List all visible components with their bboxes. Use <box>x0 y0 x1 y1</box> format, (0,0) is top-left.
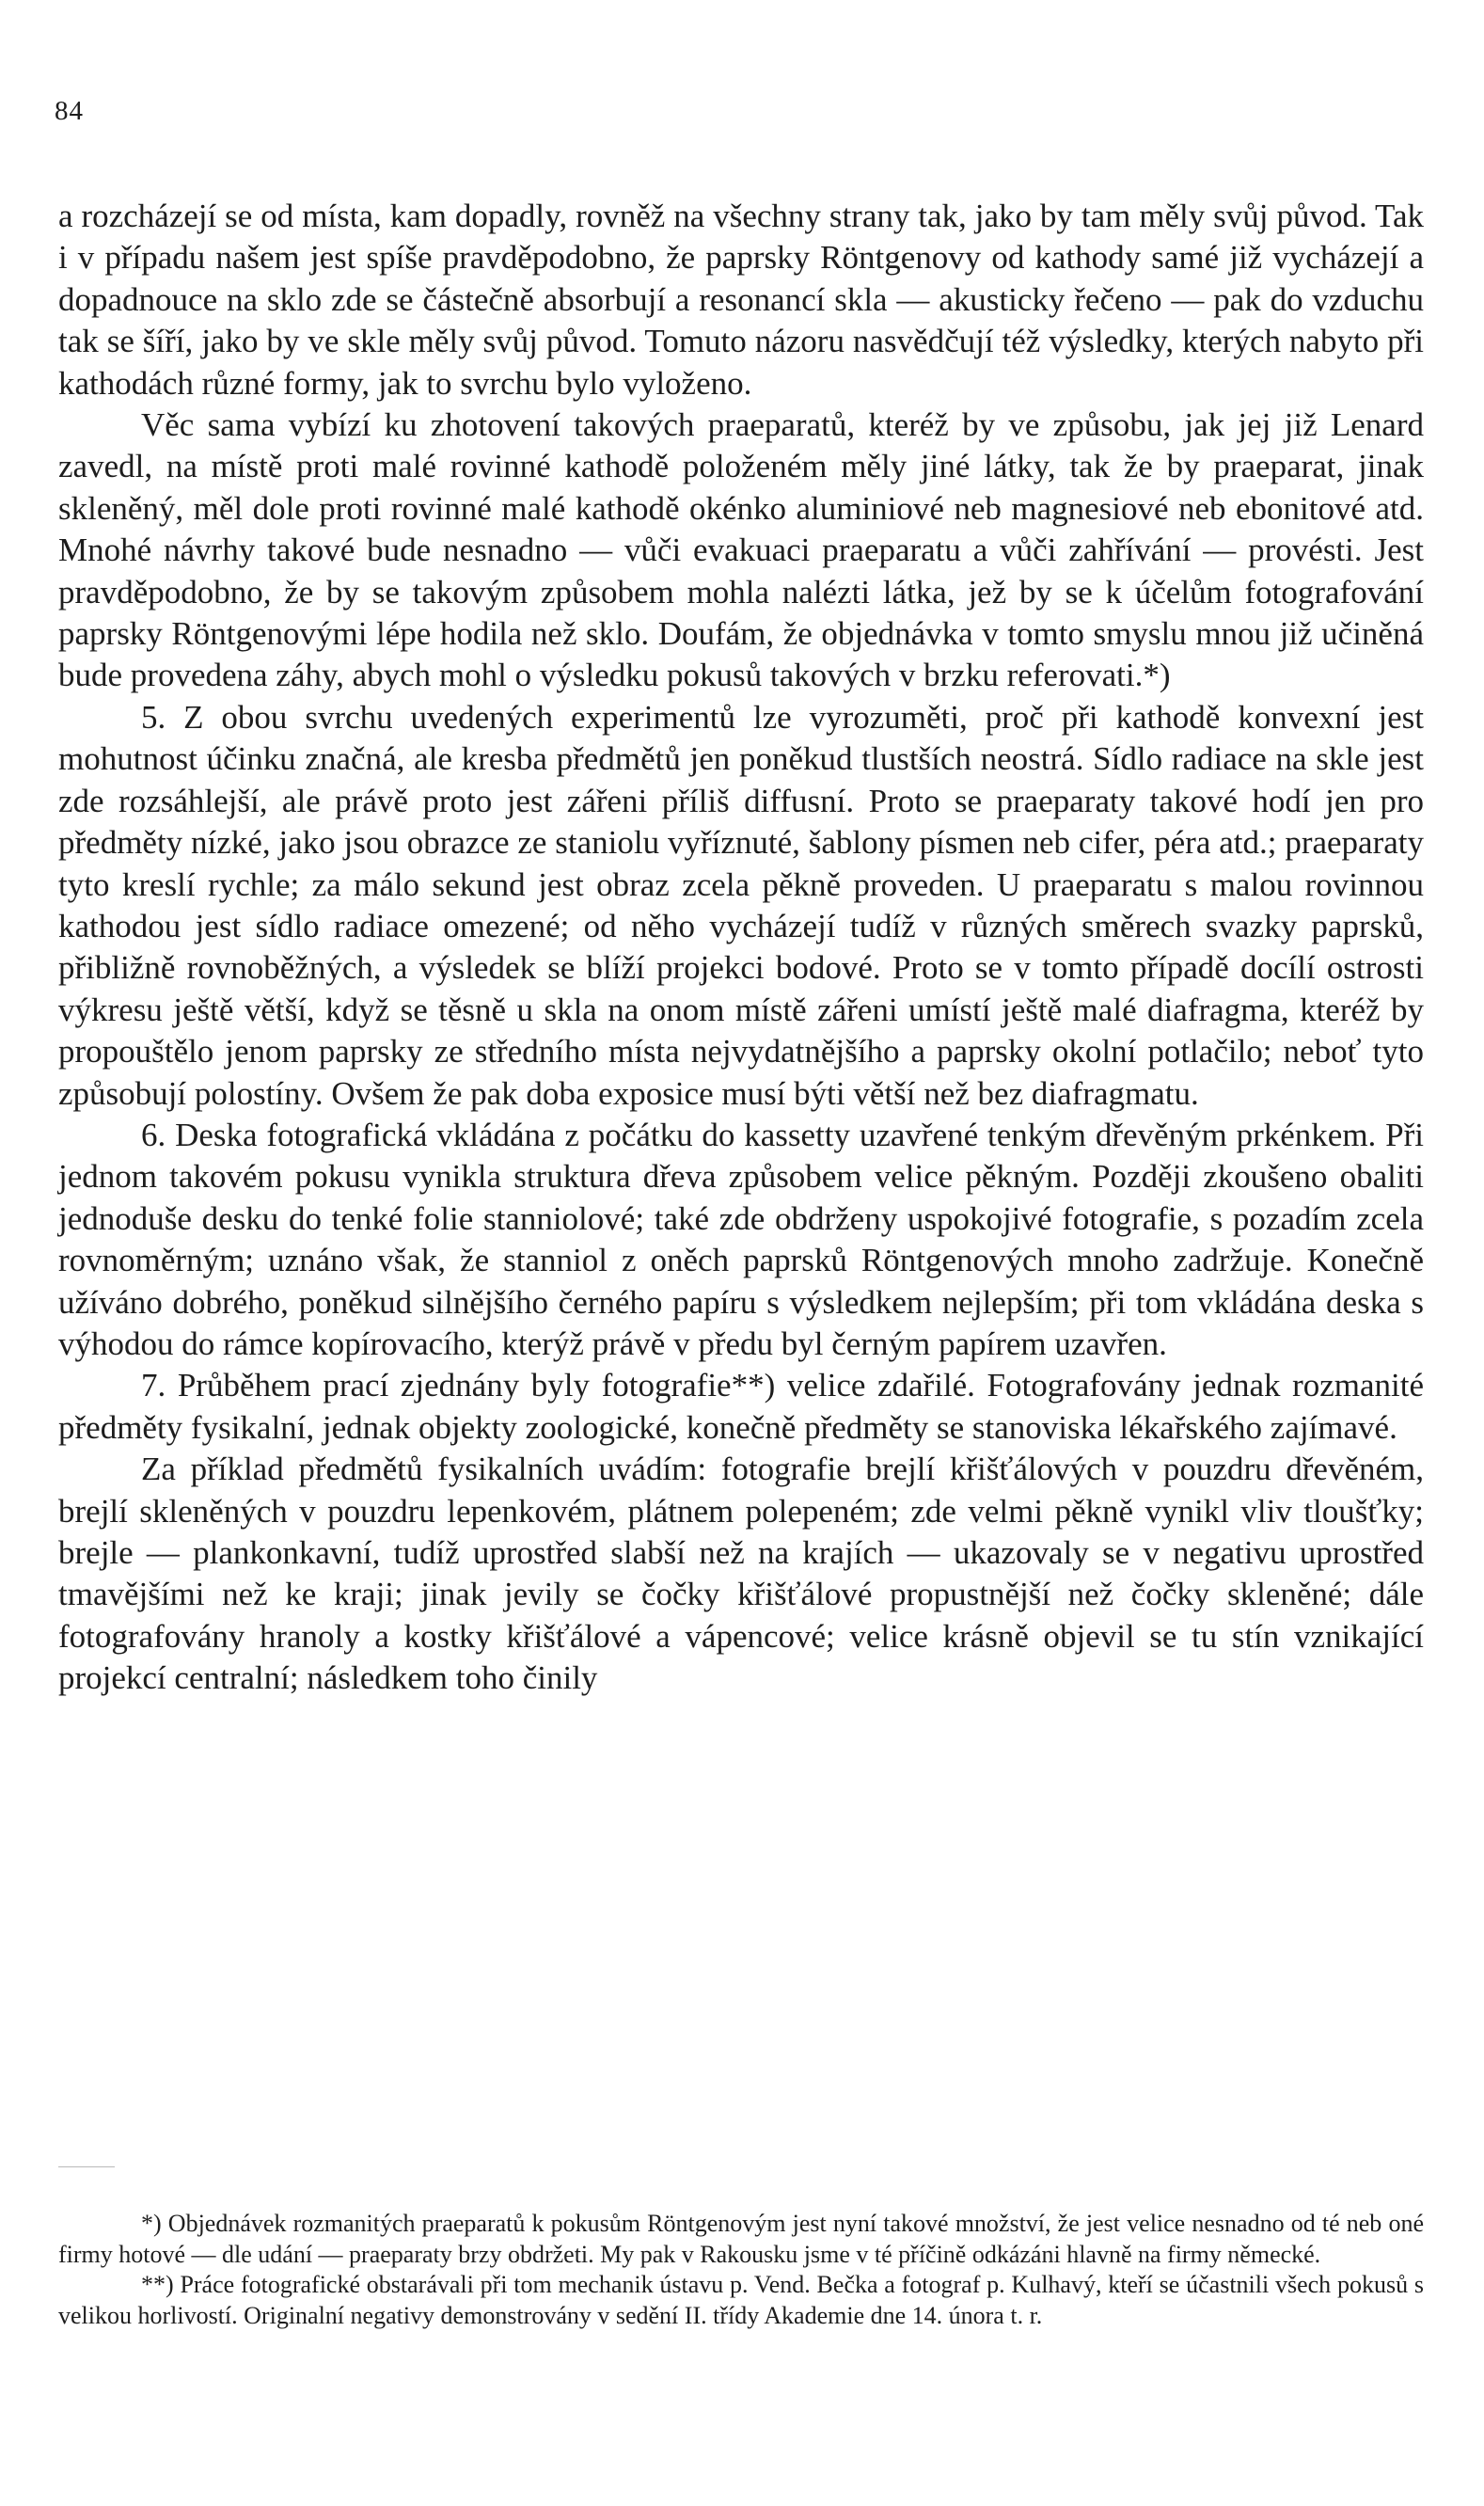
footnote-2: **) Práce fotografické obstarávali při tom mechanik ústavu p. Vend. Bečka a fotograf p. Kulhavý, kteří se účastnili všech pokusů s velikou horlivostí. Originalní negativy demonstrovány v sedění II. třídy Akademie dne 14. února t. r. <box>58 2271 1424 2330</box>
paragraph-section-7: 7. Průběhem prací zjednány byly fotografie**) velice zdařilé. Fotografovány jednak rozmanité předměty fysikalní, jednak objekty zoologické, konečně předměty se stanoviska lékařského zajímavé. <box>58 1367 1424 1446</box>
footnote-separator <box>58 2166 115 2167</box>
body-text <box>58 196 1424 1700</box>
paragraph-continuation: a rozcházejí se od místa, kam dopadly, rovněž na všechny strany tak, jako by tam měly svůj původ. Tak i v případu našem jest spíše pravděpodobno, že paprsky Röntgenovy od kathody samé již vycházejí a dopadnouce na sklo zde se částečně absorbují a resonancí skla — akusticky řečeno — pak do vzduchu tak se šíří, jako by ve skle měly svůj původ. Tomuto názoru nasvědčují též výsledky, kterých nabyto při kathodách různé formy, jak to svrchu bylo vyloženo. <box>58 198 1424 402</box>
paragraph-lenard-praeparaty: Věc sama vybízí ku zhotovení takových praeparatů, kteréž by ve způsobu, jak jej již Lenard zavedl, na místě proti malé rovinné kathodě položeném měly jiné látky, tak že by praeparat, jinak skleněný, měl dole proti rovinné malé kathodě okénko aluminiové neb magnesiové neb ebonitové atd. Mnohé návrhy takové bude nesnadno — vůči evakuaci praeparatu a vůči zahřívání — provésti. Jest pravděpodobno, že by se takovým způsobem mohla nalézti látka, jež by se k účelům fotografování paprsky Röntgenovými lépe hodila než sklo. Doufám, že objednávka v tomto smyslu mnou již učiněná bude provedena záhy, abych mohl o výsledku pokusů takových v brzku referovati.*) <box>58 406 1424 694</box>
page-number: 84 <box>55 96 84 126</box>
footnotes <box>58 2209 1424 2332</box>
paragraph-section-5: 5. Z obou svrchu uvedených experimentů lze vyrozuměti, proč při kathodě konvexní jest mohutnost účinku značná, ale kresba předmětů jen poněkud tlustších neostrá. Sídlo radiace na skle jest zde rozsáhlejší, ale právě proto jest zářeni příliš diffusní. Proto se praeparaty takové hodí jen pro předměty nízké, jako jsou obrazce ze staniolu vyříznuté, šablony písmen neb cifer, péra atd.; praeparaty tyto kreslí rychle; za málo sekund jest obraz zcela pěkně proveden. U praeparatu s malou rovinnou kathodou jest sídlo radiace omezené; od něho vycházejí tudíž v různých směrech svazky paprsků, přibližně rovnoběžných, a výsledek se blíží projekci bodové. Proto se v tomto případě docílí ostrosti výkresu ještě větší, když se těsně u skla na onom místě zářeni umístí ještě malé diafragma, kteréž by propouštělo jenom paprsky ze středního místa nejvydatnějšího a paprsky okolní potlačilo; neboť tyto způsobují polostíny. Ovšem že pak doba exposice musí býti větší než bez diafragmatu. <box>58 698 1424 1112</box>
paragraph-section-6: 6. Deska fotografická vkládána z počátku do kassetty uzavřené tenkým dřevěným prkénkem. Při jednom takovém pokusu vynikla struktura dřeva způsobem velice pěkným. Později zkoušeno obaliti jednoduše desku do tenké folie stanniolové; také zde obdrženy uspokojivé fotografie, s pozadím zcela rovnoměrným; uznáno však, že stanniol z oněch paprsků Röntgenových mnoho zadržuje. Konečně užíváno dobrého, poněkud silnějšího černého papíru s výsledkem nejlepším; při tom vkládána deska s výhodou do rámce kopírovacího, kterýž právě v předu byl černým papírem uzavřen. <box>58 1116 1424 1362</box>
footnote-1: *) Objednávek rozmanitých praeparatů k pokusům Röntgenovým jest nyní takové množství, že jest velice nesnadno od té neb oné firmy hotové — dle udání — praeparaty brzy obdržeti. My pak v Rakousku jsme v té příčině odkázáni hlavně na firmy německé. <box>58 2210 1424 2268</box>
paragraph-fysikalni-predmety: Za příklad předmětů fysikalních uvádím: fotografie brejlí křišťálových v pouzdru dřevěném, brejlí skleněných v pouzdru lepenkovém, plátnem polepeném; zde velmi pěkně vynikl vliv tloušťky; brejle — plankonkavní, tudíž uprostřed slabší než na krajích — ukazovaly se v negativu uprostřed tmavějšími než ke kraji; jinak jevily se čočky křišťálové propustnější než čočky skleněné; dále fotografovány hranoly a kostky křišťálové a vápencové; velice krásně objevil se tu stín vznikající projekcí centralní; následkem toho činily <box>58 1451 1424 1697</box>
